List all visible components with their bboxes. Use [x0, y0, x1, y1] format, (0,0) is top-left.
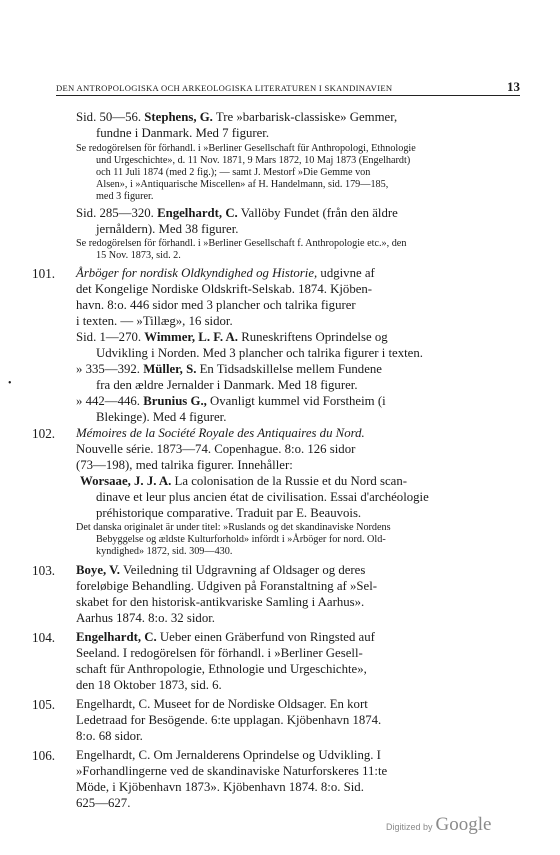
text-line	[76, 442, 355, 457]
text-line	[76, 611, 215, 626]
note-line	[96, 155, 410, 166]
text-line	[80, 474, 407, 489]
google-logo: Google	[435, 814, 492, 835]
text-run: Möde, i Kjöbenhavn 1873». Kjöbenhavn 1874. 8:o. Sid.	[76, 780, 364, 794]
text-line	[96, 506, 361, 521]
text-line	[76, 595, 364, 610]
text-run: Se redogörelsen för förhandl. i »Berliner Gesellschaft für Anthropologi, Ethnologie	[76, 143, 416, 154]
text-line	[76, 314, 233, 329]
text-run: Det danska originalet är under titel: »Ruslands og det skandinaviske Nordens	[76, 522, 391, 533]
page-number: 13	[507, 79, 520, 94]
author-name: Brunius G.,	[143, 394, 207, 408]
digitized-watermark	[386, 814, 491, 836]
text-run: » 442—446.	[76, 394, 144, 408]
text-run: Se redogörelsen för förhandl. i »Berliner Gesellschaft f. Anthropologie etc.», den	[76, 238, 407, 249]
text-line	[76, 764, 387, 779]
author-name: Worsaae, J. J. A.	[80, 474, 172, 488]
text-line	[76, 579, 377, 594]
text-line	[76, 678, 222, 693]
text-run: jernåldern). Med 38 figurer.	[96, 222, 239, 236]
text-run: Blekinge). Med 4 figurer.	[96, 410, 227, 424]
header-rule	[56, 95, 520, 96]
watermark-prefix: Digitized by	[386, 822, 433, 832]
text-run: det Kongelige Nordiske Oldskrift-Selskab. 1874. Kjöben-	[76, 282, 373, 296]
text-run: fra den ældre Jernalder i Danmark. Med 18 figurer.	[96, 378, 358, 392]
note-line	[76, 522, 391, 533]
text-run: fundne i Danmark. Med 7 figurer.	[96, 126, 270, 140]
text-line	[76, 662, 367, 677]
text-line	[76, 713, 381, 728]
text-line	[96, 378, 358, 393]
text-line	[76, 729, 143, 744]
note-line	[96, 167, 370, 178]
text-run: schaft für Anthropologie, Ethnologie und Urgeschichte»,	[76, 662, 367, 676]
note-line	[76, 143, 416, 154]
author-name: Engelhardt, C.	[76, 630, 157, 644]
text-run: 8:o. 68 sidor.	[76, 729, 143, 743]
text-run: foreløbige Behandling. Udgiven på Foranstaltning af »Sel-	[76, 579, 378, 593]
text-line	[76, 426, 365, 441]
entry-number: 106.	[32, 748, 56, 763]
text-run: Veiledning til Udgravning af Oldsager og deres	[119, 563, 366, 577]
text-line	[76, 330, 388, 345]
text-run: Tre »barbarisk-classiske» Gemmer,	[212, 110, 398, 124]
text-line	[76, 748, 381, 763]
text-run: skabet for den historisk-antikvariske Samling i Aarhus».	[76, 595, 365, 609]
text-run: Engelhardt, C. Museet for de Nordiske Oldsager. En kort	[76, 697, 368, 711]
entry-number: 103.	[32, 563, 56, 578]
text-run: und Urgeschichte», d. 11 Nov. 1871, 9 Mars 1872, 10 Maj 1873 (Engelhardt)	[96, 155, 411, 166]
entry-number: 105.	[32, 697, 56, 712]
entry-number: 102.	[32, 426, 56, 441]
author-name: Wimmer, L. F. A.	[144, 330, 238, 344]
text-run: Vallöby Fundet (från den äldre	[237, 206, 398, 220]
text-run: (73—198), med talrika figurer. Innehåller:	[76, 458, 293, 472]
text-line	[76, 394, 386, 409]
text-run: La colonisation de la Russie et du Nord scan-	[171, 474, 407, 488]
text-run: Alsen», i »Antiquarische Miscellen» af H. Handelmann, sid. 179—185,	[96, 179, 389, 190]
text-line	[76, 298, 356, 313]
text-run: den 18 Oktober 1873, sid. 6.	[76, 678, 222, 692]
work-title: Årböger for nordisk Oldkyndighed og Historie,	[76, 266, 318, 280]
text-run: och 11 Juli 1874 (med 2 fig.); — samt J. Mestorf »Die Gemme von	[96, 167, 371, 178]
note-line	[76, 238, 406, 249]
text-line	[76, 362, 382, 377]
entry-number: 104.	[32, 630, 56, 645]
text-run: Aarhus 1874. 8:o. 32 sidor.	[76, 611, 215, 625]
text-run: Ueber einen Gräberfund von Ringsted auf	[156, 630, 375, 644]
text-run: Ledetraad for Besögende. 6:te upplagan. Kjöbenhavn 1874.	[76, 713, 382, 727]
text-line	[76, 458, 293, 473]
text-run: udgivne af	[317, 266, 375, 280]
running-head	[56, 79, 520, 94]
text-run: i texten. — »Tillæg», 16 sidor.	[76, 314, 233, 328]
text-run: kyndighed» 1872, sid. 309—430.	[96, 546, 233, 557]
margin-mark: •	[8, 378, 12, 389]
text-run: Ovanligt kummel vid Forstheim (i	[206, 394, 386, 408]
text-line	[76, 110, 397, 125]
text-run: préhistorique comparative. Traduit par E. Beauvois.	[96, 506, 362, 520]
text-line	[76, 206, 398, 221]
text-run: Nouvelle série. 1873—74. Copenhague. 8:o. 126 sidor	[76, 442, 356, 456]
text-line	[76, 697, 368, 712]
text-line	[96, 490, 429, 505]
note-line	[96, 191, 153, 202]
note-line	[96, 250, 181, 261]
note-line	[96, 179, 388, 190]
author-name: Stephens, G.	[144, 110, 213, 124]
work-title: Mémoires de la Société Royale des Antiquaires du Nord.	[76, 426, 365, 440]
text-line	[76, 563, 365, 578]
author-name: Boye, V.	[76, 563, 120, 577]
text-run: Bebyggelse og ældste Kulturforhold» infördt i »Årböger for nord. Old-	[96, 534, 386, 545]
text-line	[76, 282, 372, 297]
text-run: »Forhandlingerne ved de skandinaviske Naturforskeres 11:te	[76, 764, 388, 778]
text-run: dinave et leur plus ancien état de civilisation. Essai d'archéologie	[96, 490, 429, 504]
text-line	[76, 630, 375, 645]
author-name: Müller, S.	[143, 362, 197, 376]
text-run: med 3 figurer.	[96, 191, 154, 202]
note-line	[96, 534, 386, 545]
text-run: Runeskriftens Oprindelse og	[238, 330, 388, 344]
text-line	[96, 126, 269, 141]
text-run: » 335—392.	[76, 362, 144, 376]
text-run: Udvikling i Norden. Med 3 plancher och talrika figurer i texten.	[96, 346, 423, 360]
author-name: Engelhardt, C.	[157, 206, 238, 220]
text-run: En Tidsadskillelse mellem Fundene	[196, 362, 382, 376]
running-head-title: DEN ANTROPOLOGISKA OCH ARKEOLOGISKA LITERATUREN I SKANDINAVIEN	[56, 83, 393, 93]
entry-number: 101.	[32, 266, 56, 281]
text-run: Seeland. I redogörelsen för förhandl. i »Berliner Gesell-	[76, 646, 363, 660]
text-line	[76, 780, 364, 795]
text-run: 15 Nov. 1873, sid. 2.	[96, 250, 181, 261]
text-line	[96, 410, 226, 425]
note-line	[96, 546, 232, 557]
text-line	[96, 222, 239, 237]
text-run: Sid. 1—270.	[76, 330, 145, 344]
text-line	[96, 346, 423, 361]
text-run: Sid. 50—56.	[76, 110, 145, 124]
text-line	[76, 646, 363, 661]
text-line	[76, 266, 375, 281]
text-run: havn. 8:o. 446 sidor med 3 plancher och talrika figurer	[76, 298, 356, 312]
text-line	[76, 796, 130, 811]
text-run: 625—627.	[76, 796, 131, 810]
text-run: Sid. 285—320.	[76, 206, 158, 220]
text-run: Engelhardt, C. Om Jernalderens Oprindelse og Udvikling. I	[76, 748, 381, 762]
